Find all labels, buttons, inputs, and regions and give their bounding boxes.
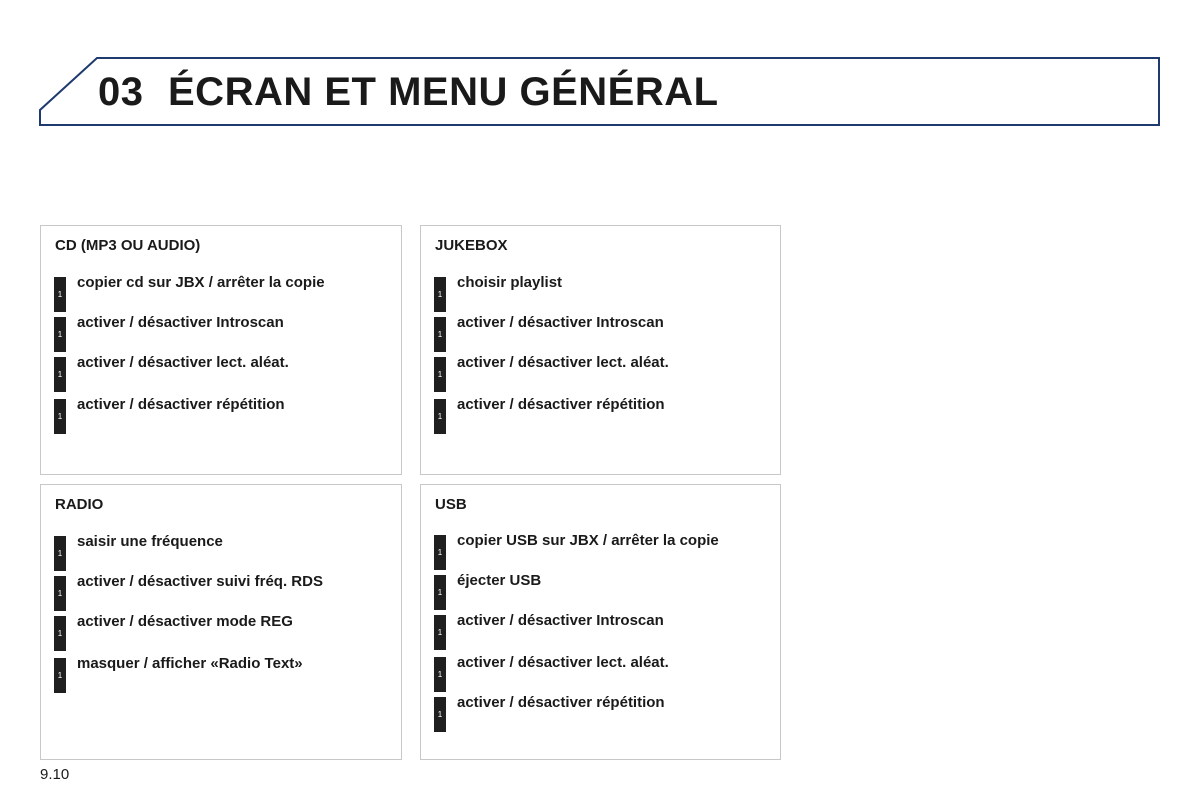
menu-item-random[interactable] xyxy=(54,354,394,393)
menu-item-label: choisir playlist xyxy=(457,274,563,291)
menu-item-introscan[interactable] xyxy=(54,314,394,353)
panel-title: USB xyxy=(435,496,467,513)
level-badge: 1 xyxy=(54,536,66,571)
menu-item-label: activer / désactiver lect. aléat. xyxy=(457,654,669,671)
menu-item-label: activer / désactiver mode REG xyxy=(77,613,293,630)
level-badge: 1 xyxy=(54,277,66,312)
menu-item-label: copier USB sur JBX / arrêter la copie xyxy=(457,532,719,549)
level-badge: 1 xyxy=(434,657,446,692)
menu-item-introscan[interactable] xyxy=(434,314,774,353)
level-badge: 1 xyxy=(434,615,446,650)
level-badge: 1 xyxy=(434,399,446,434)
chapter-heading xyxy=(98,68,719,116)
level-badge: 1 xyxy=(54,399,66,434)
panel-radio xyxy=(40,484,402,760)
menu-item-label: activer / désactiver Introscan xyxy=(457,314,664,331)
menu-item-label: activer / désactiver suivi fréq. RDS xyxy=(77,573,323,590)
menu-item-introscan[interactable] xyxy=(434,612,774,651)
level-badge: 1 xyxy=(54,616,66,651)
menu-item-choose-playlist[interactable] xyxy=(434,274,774,313)
menu-item-label: saisir une fréquence xyxy=(77,533,223,550)
menu-item-copy-usb[interactable] xyxy=(434,532,774,571)
menu-item-label: activer / désactiver répétition xyxy=(457,396,665,413)
level-badge: 1 xyxy=(434,277,446,312)
menu-item-copy-cd[interactable] xyxy=(54,274,394,313)
panel-title: RADIO xyxy=(55,496,104,513)
panel-title: JUKEBOX xyxy=(435,237,508,254)
panel-title: CD (MP3 OU AUDIO) xyxy=(55,237,201,254)
menu-item-repeat[interactable] xyxy=(54,396,394,435)
menu-item-random[interactable] xyxy=(434,654,774,693)
menu-item-eject-usb[interactable] xyxy=(434,572,774,611)
menu-item-radio-text[interactable] xyxy=(54,655,394,694)
level-badge: 1 xyxy=(54,357,66,392)
panel-jukebox xyxy=(420,225,781,475)
menu-item-enter-frequency[interactable] xyxy=(54,533,394,572)
menu-item-label: activer / désactiver lect. aléat. xyxy=(77,354,289,371)
level-badge: 1 xyxy=(54,576,66,611)
panel-usb xyxy=(420,484,781,760)
menu-item-random[interactable] xyxy=(434,354,774,393)
chapter-title: ÉCRAN ET MENU GÉNÉRAL xyxy=(168,70,719,114)
level-badge: 1 xyxy=(54,317,66,352)
chapter-number: 03 xyxy=(98,70,144,114)
panel-cd xyxy=(40,225,402,475)
menu-item-label: activer / désactiver répétition xyxy=(457,694,665,711)
menu-item-repeat[interactable] xyxy=(434,396,774,435)
menu-item-repeat[interactable] xyxy=(434,694,774,733)
menu-item-label: activer / désactiver Introscan xyxy=(77,314,284,331)
level-badge: 1 xyxy=(434,535,446,570)
level-badge: 1 xyxy=(434,317,446,352)
level-badge: 1 xyxy=(434,575,446,610)
menu-item-label: activer / désactiver Introscan xyxy=(457,612,664,629)
level-badge: 1 xyxy=(54,658,66,693)
menu-item-label: copier cd sur JBX / arrêter la copie xyxy=(77,274,325,291)
menu-item-label: masquer / afficher «Radio Text» xyxy=(77,655,303,672)
level-badge: 1 xyxy=(434,357,446,392)
menu-item-label: activer / désactiver lect. aléat. xyxy=(457,354,669,371)
page-number: 9.10 xyxy=(40,766,70,783)
menu-item-reg-mode[interactable] xyxy=(54,613,394,652)
level-badge: 1 xyxy=(434,697,446,732)
menu-item-rds-follow[interactable] xyxy=(54,573,394,612)
menu-item-label: éjecter USB xyxy=(457,572,542,589)
menu-item-label: activer / désactiver répétition xyxy=(77,396,285,413)
